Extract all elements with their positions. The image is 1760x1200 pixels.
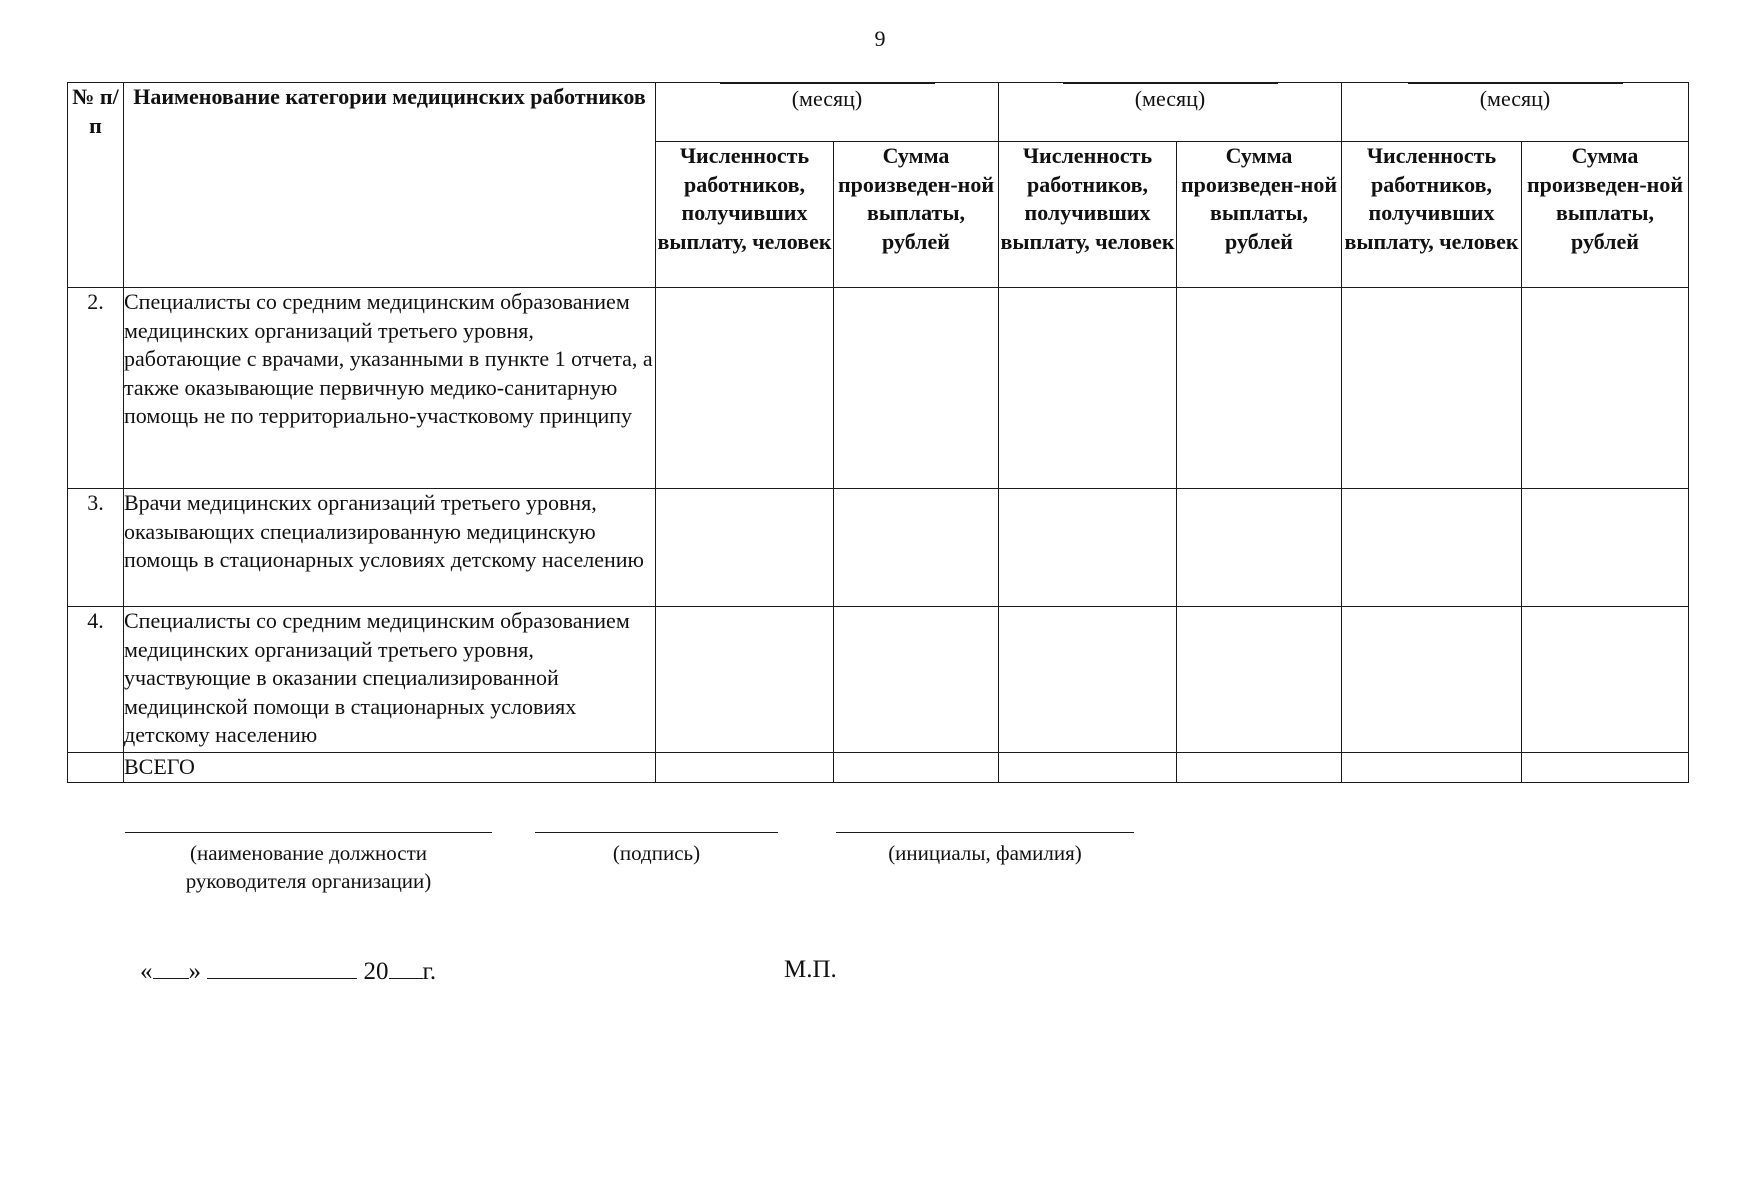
header-sum-1: Сумма произведен-ной выплаты, рублей (834, 142, 999, 288)
header-number: № п/п (68, 83, 124, 288)
header-sum-3: Сумма произведен-ной выплаты, рублей (1522, 142, 1689, 288)
table-row (68, 288, 1689, 489)
row-number: 4. (68, 607, 124, 753)
row-category-name: Специалисты со средним медицинским образованием медицинских организаций третьего уровня, работающие с врачами, указанными в пункте 1 отчета, а также оказывающие первичную медико-санитарную помощь не по территориально-участковому принципу (124, 288, 656, 489)
header-sum-2: Сумма произведен-ной выплаты, рублей (1177, 142, 1342, 288)
name-caption: (инициалы, фамилия) (888, 841, 1082, 865)
month-blank-line (720, 83, 935, 84)
cell-sum-3[interactable] (1522, 288, 1689, 489)
cell-count-2[interactable] (999, 607, 1177, 753)
date-field (140, 956, 436, 986)
row-category-name: Специалисты со средним медицинским образованием медицинских организаций третьего уровня, участвующие в оказании специализированной медицинской помощи в стационарных условиях детскому населению (124, 607, 656, 753)
date-close-quote: » (188, 958, 201, 985)
cell-count-1[interactable] (656, 607, 834, 753)
row-number (68, 753, 124, 783)
cell-count-1[interactable] (656, 753, 834, 783)
signature-field[interactable] (535, 832, 778, 867)
header-row-1 (68, 83, 1689, 142)
signature-caption: (подпись) (612, 841, 701, 865)
table-row (68, 489, 1689, 607)
row-category-name: Врачи медицинских организаций третьего уровня, оказывающих специализированную медицинскую помощь в стационарных условиях детскому населению (124, 489, 656, 607)
page-number: 9 (874, 26, 886, 51)
cell-sum-3[interactable] (1522, 753, 1689, 783)
cell-sum-3[interactable] (1522, 489, 1689, 607)
cell-sum-2[interactable] (1177, 753, 1342, 783)
header-month-1 (656, 83, 999, 142)
position-caption-line1: (наименование должности (189, 841, 428, 865)
table-row-total (68, 753, 1689, 783)
cell-sum-1[interactable] (834, 753, 999, 783)
year-suffix: г. (422, 958, 437, 985)
cell-sum-2[interactable] (1177, 489, 1342, 607)
row-number: 2. (68, 288, 124, 489)
month-label: (месяц) (1479, 86, 1551, 111)
cell-count-3[interactable] (1342, 288, 1522, 489)
cell-count-3[interactable] (1342, 753, 1522, 783)
cell-count-2[interactable] (999, 489, 1177, 607)
cell-count-2[interactable] (999, 288, 1177, 489)
row-number: 3. (68, 489, 124, 607)
cell-count-3[interactable] (1342, 489, 1522, 607)
header-month-2 (999, 83, 1342, 142)
cell-count-1[interactable] (656, 288, 834, 489)
month-blank-line (1063, 83, 1278, 84)
cell-sum-1[interactable] (834, 489, 999, 607)
position-signature-field[interactable] (125, 832, 492, 895)
row-total-label: ВСЕГО (124, 753, 656, 783)
date-open-quote: « (140, 958, 153, 985)
stamp-placeholder: М.П. (784, 956, 837, 983)
report-table (67, 82, 1689, 783)
table-row (68, 607, 1689, 753)
header-count-2: Численность работников, получивших выплату, человек (999, 142, 1177, 288)
year-prefix: 20 (363, 958, 389, 985)
position-caption-line2: руководителя организации) (185, 869, 432, 893)
header-month-3 (1342, 83, 1689, 142)
year-blank[interactable] (389, 956, 423, 979)
cell-count-2[interactable] (999, 753, 1177, 783)
month-blank[interactable] (207, 956, 357, 979)
header-category-name: Наименование категории медицинских работников (124, 83, 656, 288)
month-label: (месяц) (1134, 86, 1206, 111)
cell-sum-2[interactable] (1177, 607, 1342, 753)
cell-count-3[interactable] (1342, 607, 1522, 753)
month-blank-line (1408, 83, 1623, 84)
cell-sum-2[interactable] (1177, 288, 1342, 489)
header-count-1: Численность работников, получивших выплату, человек (656, 142, 834, 288)
name-signature-field[interactable] (836, 832, 1134, 867)
day-blank[interactable] (153, 956, 189, 979)
cell-count-1[interactable] (656, 489, 834, 607)
cell-sum-1[interactable] (834, 288, 999, 489)
cell-sum-1[interactable] (834, 607, 999, 753)
cell-sum-3[interactable] (1522, 607, 1689, 753)
header-count-3: Численность работников, получивших выплату, человек (1342, 142, 1522, 288)
month-label: (месяц) (791, 86, 863, 111)
